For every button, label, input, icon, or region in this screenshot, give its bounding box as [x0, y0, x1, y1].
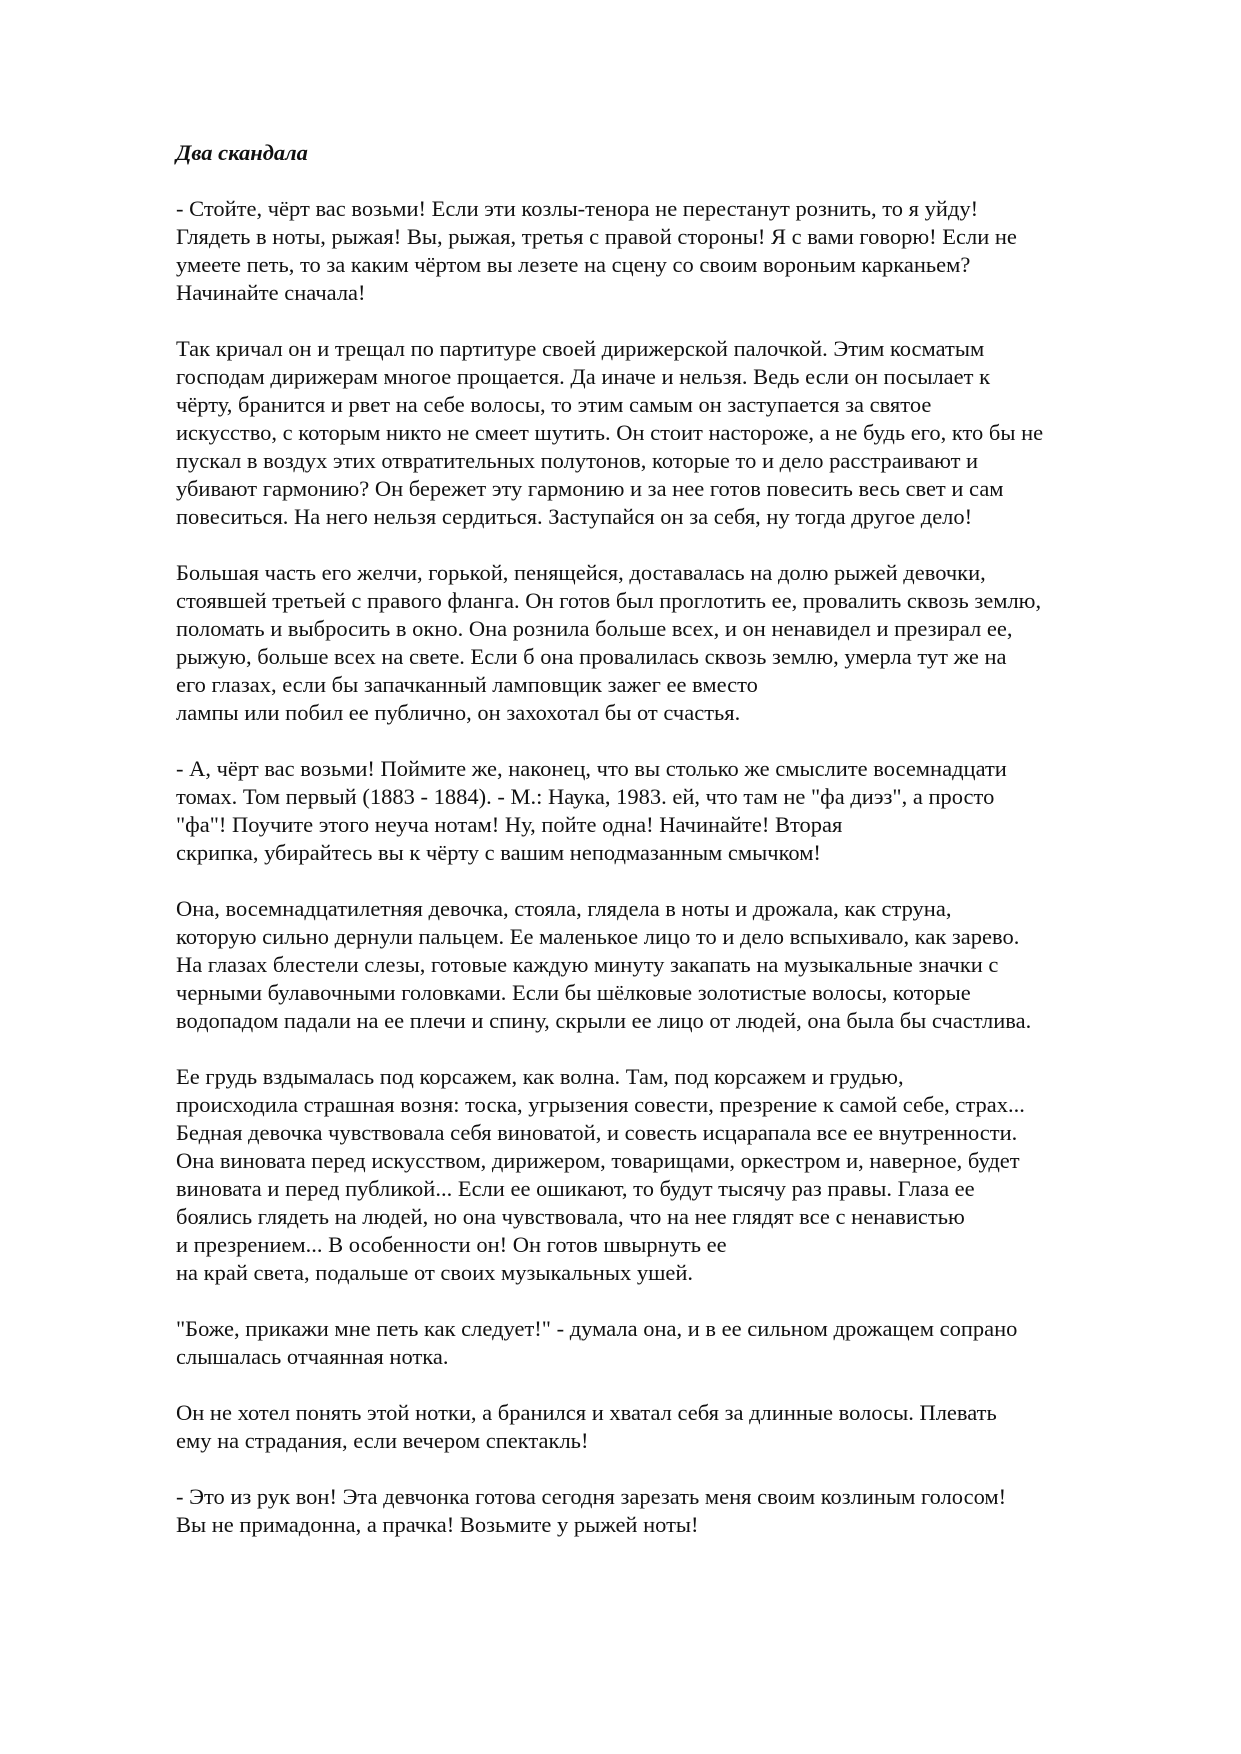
text-line: На глазах блестели слезы, готовые каждую минуту закапать на музыкальные значки с: [176, 952, 999, 977]
paragraph: [176, 895, 1176, 1035]
paragraph: [176, 1399, 1176, 1455]
text-line: Большая часть его желчи, горькой, пенящейся, доставалась на долю рыжей девочки,: [176, 560, 986, 585]
text-line: черными булавочными головками. Если бы шёлковые золотистые волосы, которые: [176, 980, 971, 1005]
text-line: - Это из рук вон! Эта девчонка готова сегодня зарезать меня своим козлиным голосом!: [176, 1484, 1007, 1509]
text-line: ему на страдания, если вечером спектакль!: [176, 1428, 589, 1453]
text-line: господам дирижерам многое прощается. Да иначе и нельзя. Ведь если он посылает к: [176, 364, 991, 389]
text-line: Он не хотел понять этой нотки, а бранился и хватал себя за длинные волосы. Плевать: [176, 1400, 997, 1425]
paragraph: [176, 755, 1176, 867]
paragraph: [176, 195, 1176, 307]
text-line: рыжую, больше всех на свете. Если б она провалилась сквозь землю, умерла тут же на: [176, 644, 1007, 669]
text-line: повеситься. На него нельзя сердиться. Заступайся он за себя, ну тогда другое дело!: [176, 504, 973, 529]
text-line: Бедная девочка чувствовала себя виноватой, и совесть исцарапала все ее внутренности.: [176, 1120, 1018, 1145]
paragraph: [176, 1315, 1176, 1371]
text-line: слышалась отчаянная нотка.: [176, 1344, 449, 1369]
text-line: водопадом падали на ее плечи и спину, скрыли ее лицо от людей, она была бы счастлива.: [176, 1008, 1032, 1033]
text-line: Она, восемнадцатилетняя девочка, стояла, глядела в ноты и дрожала, как струна,: [176, 896, 952, 921]
text-line: поломать и выбросить в окно. Она рознила больше всех, и он ненавидел и презирал ее,: [176, 616, 1013, 641]
text-line: "фа"! Поучите этого неуча нотам! Ну, пойте одна! Начинайте! Вторая: [176, 812, 843, 837]
text-line: боялись глядеть на людей, но она чувствовала, что на нее глядят все с ненавистью: [176, 1204, 965, 1229]
paragraph-list: [176, 195, 1176, 1539]
paragraph: [176, 1483, 1176, 1539]
text-line: томах. Том первый (1883 - 1884). - М.: Наука, 1983. ей, что там не "фа диэз", а просто: [176, 784, 995, 809]
text-line: стоявшей третьей с правого фланга. Он готов был проглотить ее, провалить сквозь землю,: [176, 588, 1042, 613]
text-line: скрипка, убирайтесь вы к чёрту с вашим неподмазанным смычком!: [176, 840, 821, 865]
text-line: искусство, с которым никто не смеет шутить. Он стоит настороже, а не будь его, кто бы не: [176, 420, 1044, 445]
text-line: его глазах, если бы запачканный ламповщик зажег ее вместо: [176, 672, 758, 697]
text-line: виновата и перед публикой... Если ее ошикают, то будут тысячу раз правы. Глаза ее: [176, 1176, 975, 1201]
text-line: лампы или побил ее публично, он захохотал бы от счастья.: [176, 700, 741, 725]
text-line: Ее грудь вздымалась под корсажем, как волна. Там, под корсажем и грудью,: [176, 1064, 904, 1089]
text-line: Она виновата перед искусством, дирижером, товарищами, оркестром и, наверное, будет: [176, 1148, 1020, 1173]
text-line: Начинайте сначала!: [176, 280, 366, 305]
text-line: происходила страшная возня: тоска, угрызения совести, презрение к самой себе, страх...: [176, 1092, 1025, 1117]
text-line: Так кричал он и трещал по партитуре своей дирижерской палочкой. Этим косматым: [176, 336, 985, 361]
paragraph: [176, 335, 1176, 531]
document-title: Два скандала: [176, 140, 308, 165]
paragraph: [176, 1063, 1176, 1287]
text-line: чёрту, бранится и рвет на себе волосы, то этим самым он заступается за святое: [176, 392, 932, 417]
text-line: Вы не примадонна, а прачка! Возьмите у рыжей ноты!: [176, 1512, 699, 1537]
text-line: убивают гармонию? Он бережет эту гармонию и за нее готов повесить весь свет и сам: [176, 476, 1004, 501]
text-line: на край света, подальше от своих музыкальных ушей.: [176, 1260, 694, 1285]
paragraph: [176, 559, 1176, 727]
text-line: пускал в воздух этих отвратительных полутонов, которые то и дело расстраивают и: [176, 448, 979, 473]
text-line: которую сильно дернули пальцем. Ее маленькое лицо то и дело вспыхивало, как зарево.: [176, 924, 1020, 949]
text-line: - А, чёрт вас возьми! Поймите же, наконец, что вы столько же смыслите восемнадцати: [176, 756, 1007, 781]
text-line: Глядеть в ноты, рыжая! Вы, рыжая, третья с правой стороны! Я с вами говорю! Если не: [176, 224, 1017, 249]
text-line: "Боже, прикажи мне петь как следует!" - думала она, и в ее сильном дрожащем сопрано: [176, 1316, 1018, 1341]
text-line: - Стойте, чёрт вас возьми! Если эти козлы-тенора не перестанут рознить, то я уйду!: [176, 196, 979, 221]
document-body: [176, 138, 1176, 1567]
text-line: и презрением... В особенности он! Он готов швырнуть ее: [176, 1232, 727, 1257]
text-line: умеете петь, то за каким чёртом вы лезете на сцену со своим вороньим карканьем?: [176, 252, 971, 277]
